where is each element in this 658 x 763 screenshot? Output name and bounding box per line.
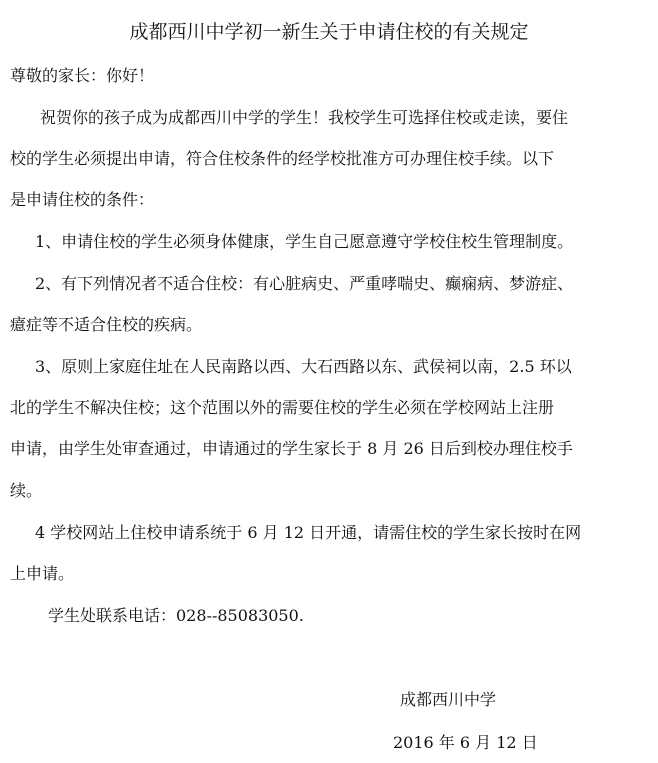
signature-school: 成都西川中学: [400, 690, 497, 709]
salutation: 尊敬的家长：你好！: [10, 66, 155, 85]
rule-3-line-3: 申请，由学生处审查通过，申请通过的学生家长于 8 月 26 日后到校办理住校手: [10, 439, 573, 458]
rule-4-line-2: 上申请。: [10, 564, 75, 583]
rule-3-line-1: 3、原则上家庭住址在人民南路以西、大石西路以东、武侯祠以南，2.5 环以: [35, 357, 572, 376]
intro-line-2: 校的学生必须提出申请，符合住校条件的经学校批准方可办理住校手续。以下: [10, 149, 555, 168]
rule-2-line-2: 癔症等不适合住校的疾病。: [10, 315, 203, 334]
document-title: 成都西川中学初一新生关于申请住校的有关规定: [129, 21, 529, 43]
intro-line-1: 祝贺你的孩子成为成都西川中学的学生！我校学生可选择住校或走读，要住: [40, 108, 569, 127]
rule-3-line-4: 续。: [10, 481, 43, 500]
contact-phone: 学生处联系电话：028--85083050.: [48, 606, 304, 625]
intro-line-3: 是申请住校的条件：: [10, 190, 155, 209]
rule-1-line-1: 1、申请住校的学生必须身体健康，学生自己愿意遵守学校住校生管理制度。: [35, 232, 574, 251]
rule-4-line-1: 4 学校网站上住校申请系统于 6 月 12 日开通，请需住校的学生家长按时在网: [35, 523, 582, 542]
rule-3-line-2: 北的学生不解决住校；这个范围以外的需要住校的学生必须在学校网站上注册: [10, 398, 555, 417]
signature-date: 2016 年 6 月 12 日: [393, 733, 538, 752]
rule-2-line-1: 2、有下列情况者不适合住校：有心脏病史、严重哮喘史、癫痫病、梦游症、: [35, 274, 574, 293]
